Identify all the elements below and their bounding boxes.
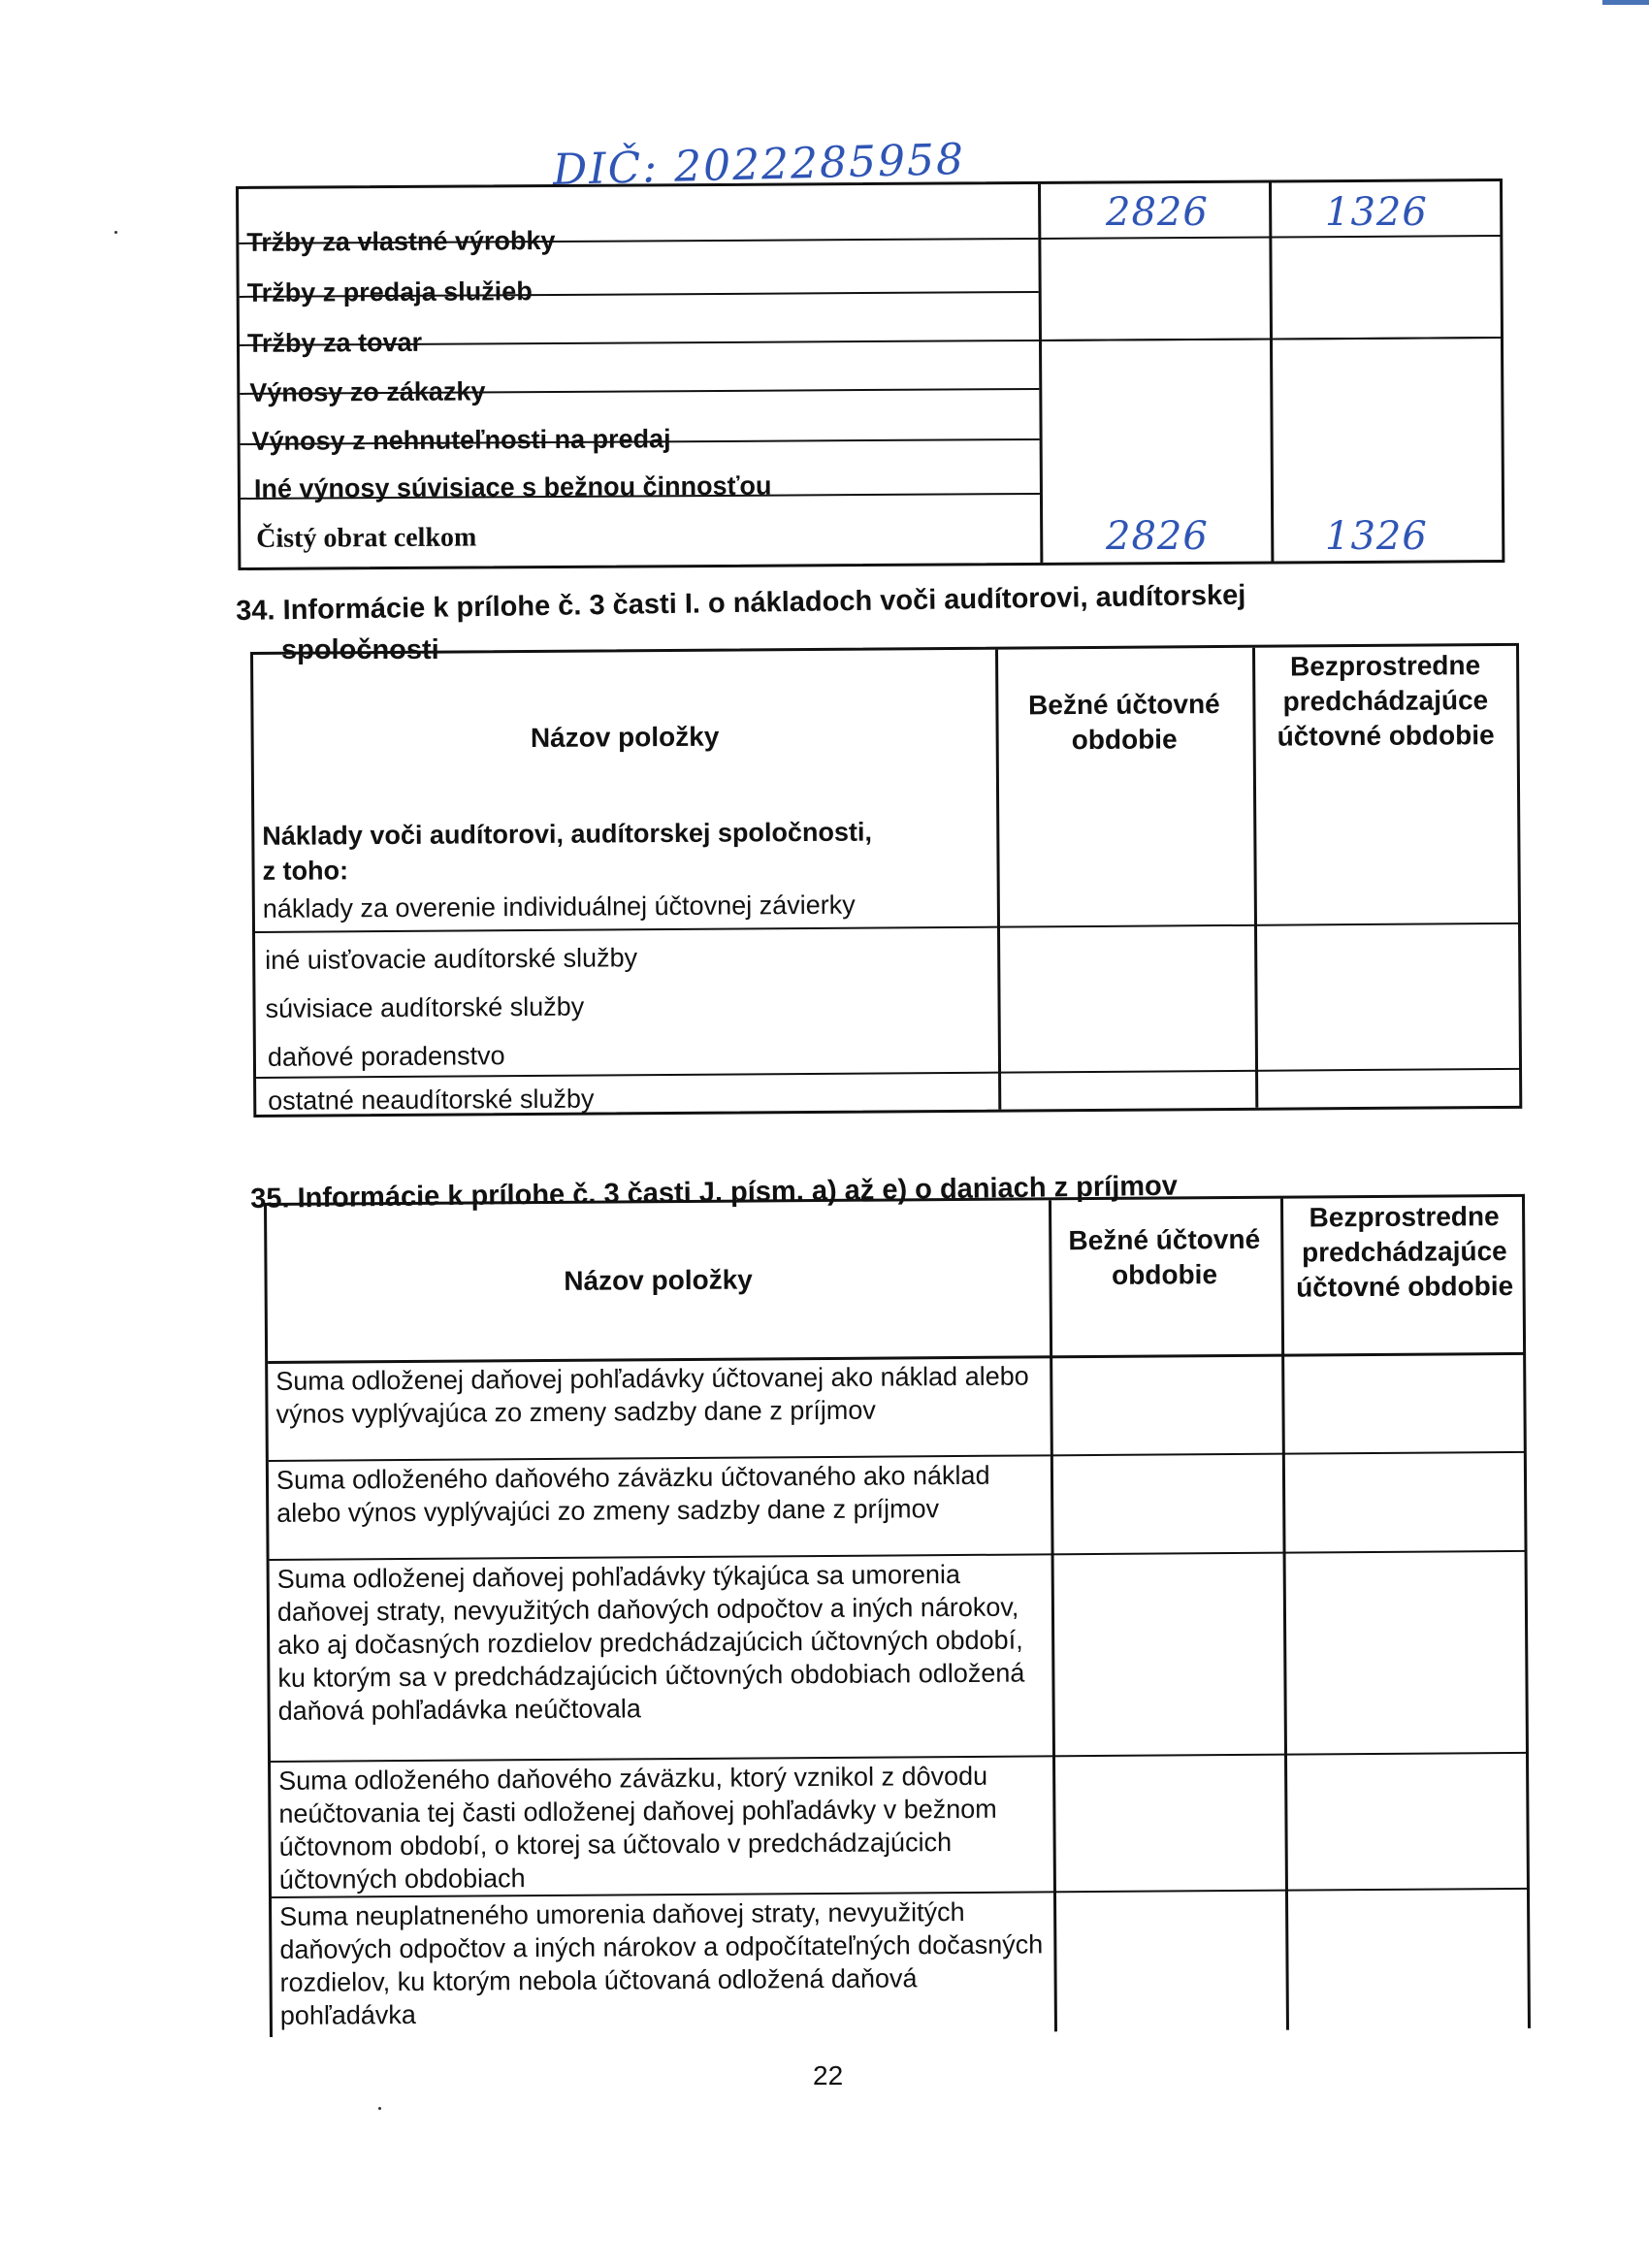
column-header-prior: Bezprostredne predchádzajúce účtovné obdobie bbox=[1296, 1201, 1514, 1303]
revenue-row-label: Tržby z predaja služieb bbox=[246, 276, 533, 308]
auditor-costs-row: súvisiace audítorské služby bbox=[265, 991, 585, 1023]
column-header-name: Názov položky bbox=[564, 1264, 753, 1296]
row-divider bbox=[255, 926, 997, 933]
scan-speck bbox=[114, 231, 117, 234]
auditor-costs-row: daňové poradenstvo bbox=[267, 1041, 505, 1072]
column-divider bbox=[1269, 182, 1274, 561]
auditor-costs-table bbox=[250, 643, 1522, 1118]
handwritten-current-total: 2826 bbox=[1106, 514, 1209, 559]
column-divider bbox=[1038, 184, 1043, 563]
revenue-row-label: Tržby za tovar bbox=[246, 327, 423, 358]
auditor-costs-main-row-suffix: z toho: bbox=[262, 856, 349, 886]
revenue-row-label: Výnosy z nehnuteľnosti na predaj bbox=[251, 424, 671, 456]
revenue-row-label: Výnosy zo zákazky bbox=[249, 376, 486, 407]
column-header-current: Bežné účtovné obdobie bbox=[1068, 1223, 1261, 1290]
revenue-row-label: Tržby za vlastné výrobky bbox=[246, 225, 556, 257]
deferred-tax-row: Suma odloženého daňového záväzku, ktorý vznikol z dôvodu neúčtovania tej časti odloženej daňovej pohľadávky v bežnom účtovnom období, o ktorej sa účtovalo v predchádzajúcich účtovných obdobiach bbox=[278, 1761, 997, 1895]
income-tax-table bbox=[264, 1194, 1531, 2037]
section-34-title: 34. Informácie k prílohe č. 3 časti I. o nákladoch voči audítorovi, audítorskej bbox=[236, 579, 1246, 627]
column-divider bbox=[1049, 1200, 1057, 2031]
row-divider bbox=[998, 1068, 1521, 1074]
deferred-tax-row: Suma neuplatneného umorenia daňovej straty, nevyužitých daňových odpočtov a iných nárokov a odpočítateľných dočasných rozdielov, ku ktorým nebola účtovaná odložená daňová pohľadávka bbox=[279, 1896, 1044, 2030]
row-divider bbox=[1051, 1451, 1526, 1456]
revenue-total-label: Čistý obrat celkom bbox=[256, 522, 477, 554]
auditor-costs-row: ostatné neaudítorské služby bbox=[268, 1084, 595, 1116]
scan-speck bbox=[378, 2107, 381, 2110]
auditor-costs-row: náklady za overenie individuálnej účtovnej závierky bbox=[262, 890, 856, 923]
handwritten-tax-id: DIČ: 2022285958 bbox=[552, 134, 966, 195]
column-divider bbox=[1280, 1199, 1289, 2030]
revenue-row-label: Iné výnosy súvisiace s bežnou činnosťou bbox=[253, 470, 772, 503]
revenue-table bbox=[236, 178, 1504, 570]
section-35-title: 35. Informácie k prílohe č. 3 časti J. písm. a) až e) o daniach z príjmov bbox=[250, 1170, 1179, 1215]
handwritten-prior-revenue: 1326 bbox=[1325, 190, 1428, 235]
handwritten-current-revenue: 2826 bbox=[1106, 190, 1209, 235]
auditor-costs-main-row: Náklady voči audítorovi, audítorskej spoločnosti, bbox=[262, 817, 873, 851]
page-number: 22 bbox=[813, 2060, 844, 2090]
deferred-tax-row: Suma odloženej daňovej pohľadávky účtovanej ako náklad alebo výnos vyplývajúca zo zmeny sadzby dane z príjmov bbox=[275, 1361, 1029, 1429]
section-34-title-continuation: spoločnosti bbox=[281, 634, 439, 665]
scan-edge-mark bbox=[1602, 0, 1649, 5]
column-header-prior: Bezprostredne predchádzajúce účtovné obdobie bbox=[1277, 650, 1495, 752]
deferred-tax-row: Suma odloženej daňovej pohľadávky týkajúca sa umorenia daňovej straty, nevyužitých daňových odpočtov a iných nárokov, ako aj dočasných rozdielov predchádzajúcich účtovných období, ku ktorým sa v predchádzajúcich účtovných obdobiach odložená daňová pohľadávka neúčtovala bbox=[276, 1559, 1025, 1726]
column-header-current: Bežné účtovné obdobie bbox=[1027, 689, 1220, 756]
row-divider bbox=[997, 923, 1520, 928]
handwritten-prior-total: 1326 bbox=[1325, 514, 1428, 559]
auditor-costs-row: iné uisťovacie audítorské služby bbox=[265, 943, 638, 975]
deferred-tax-row: Suma odloženého daňového záväzku účtovaného ako náklad alebo výnos vyplývajúci zo zmeny sadzby dane z príjmov bbox=[275, 1460, 990, 1528]
column-header-name: Názov položky bbox=[530, 721, 720, 753]
